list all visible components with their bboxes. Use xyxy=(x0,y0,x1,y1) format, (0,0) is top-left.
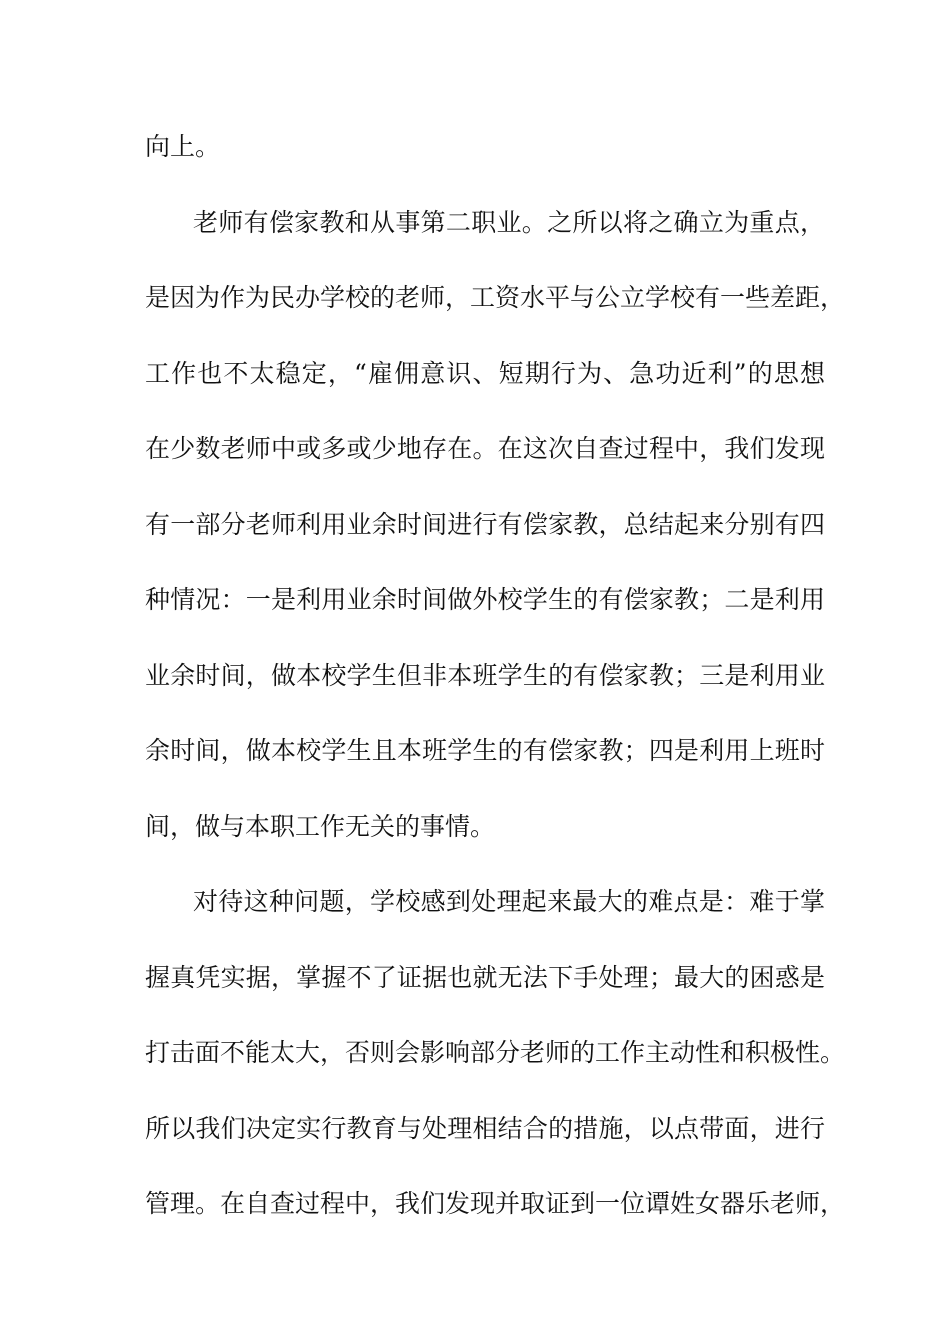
text-line: 向上。 xyxy=(145,132,221,161)
text-line: 老师有偿家教和从事第二职业。之所以将之确立为重点， xyxy=(193,207,825,237)
text-line: 种情况：一是利用业余时间做外校学生的有偿家教；二是利用 xyxy=(145,585,825,614)
text-line: 业余时间，做本校学生但非本班学生的有偿家教；三是利用业 xyxy=(145,660,825,690)
text-line: 打击面不能太大，否则会影响部分老师的工作主动性和积极性。 xyxy=(145,1038,846,1067)
text-line: 握真凭实据，掌握不了证据也就无法下手处理；最大的困惑是 xyxy=(145,962,825,992)
body-text xyxy=(145,128,846,1261)
text-line: 在少数老师中或多或少地存在。在这次自查过程中，我们发现 xyxy=(145,434,825,463)
text-line: 所以我们决定实行教育与处理相结合的措施，以点带面，进行 xyxy=(145,1113,825,1143)
text-line: 对待这种问题，学校感到处理起来最大的难点是：难于掌 xyxy=(193,887,825,916)
text-line: 管理。在自查过程中，我们发现并取证到一位谭姓女器乐老师， xyxy=(145,1189,846,1218)
text-line: 工作也不太稳定，“雇佣意识、短期行为、急功近利”的思想 xyxy=(145,358,825,388)
text-line: 是因为作为民办学校的老师，工资水平与公立学校有一些差距， xyxy=(145,283,846,312)
text-line: 余时间，做本校学生且本班学生的有偿家教；四是利用上班时 xyxy=(145,736,825,765)
text-line: 间，做与本职工作无关的事情。 xyxy=(145,811,496,841)
text-line: 有一部分老师利用业余时间进行有偿家教，总结起来分别有四 xyxy=(145,509,825,539)
